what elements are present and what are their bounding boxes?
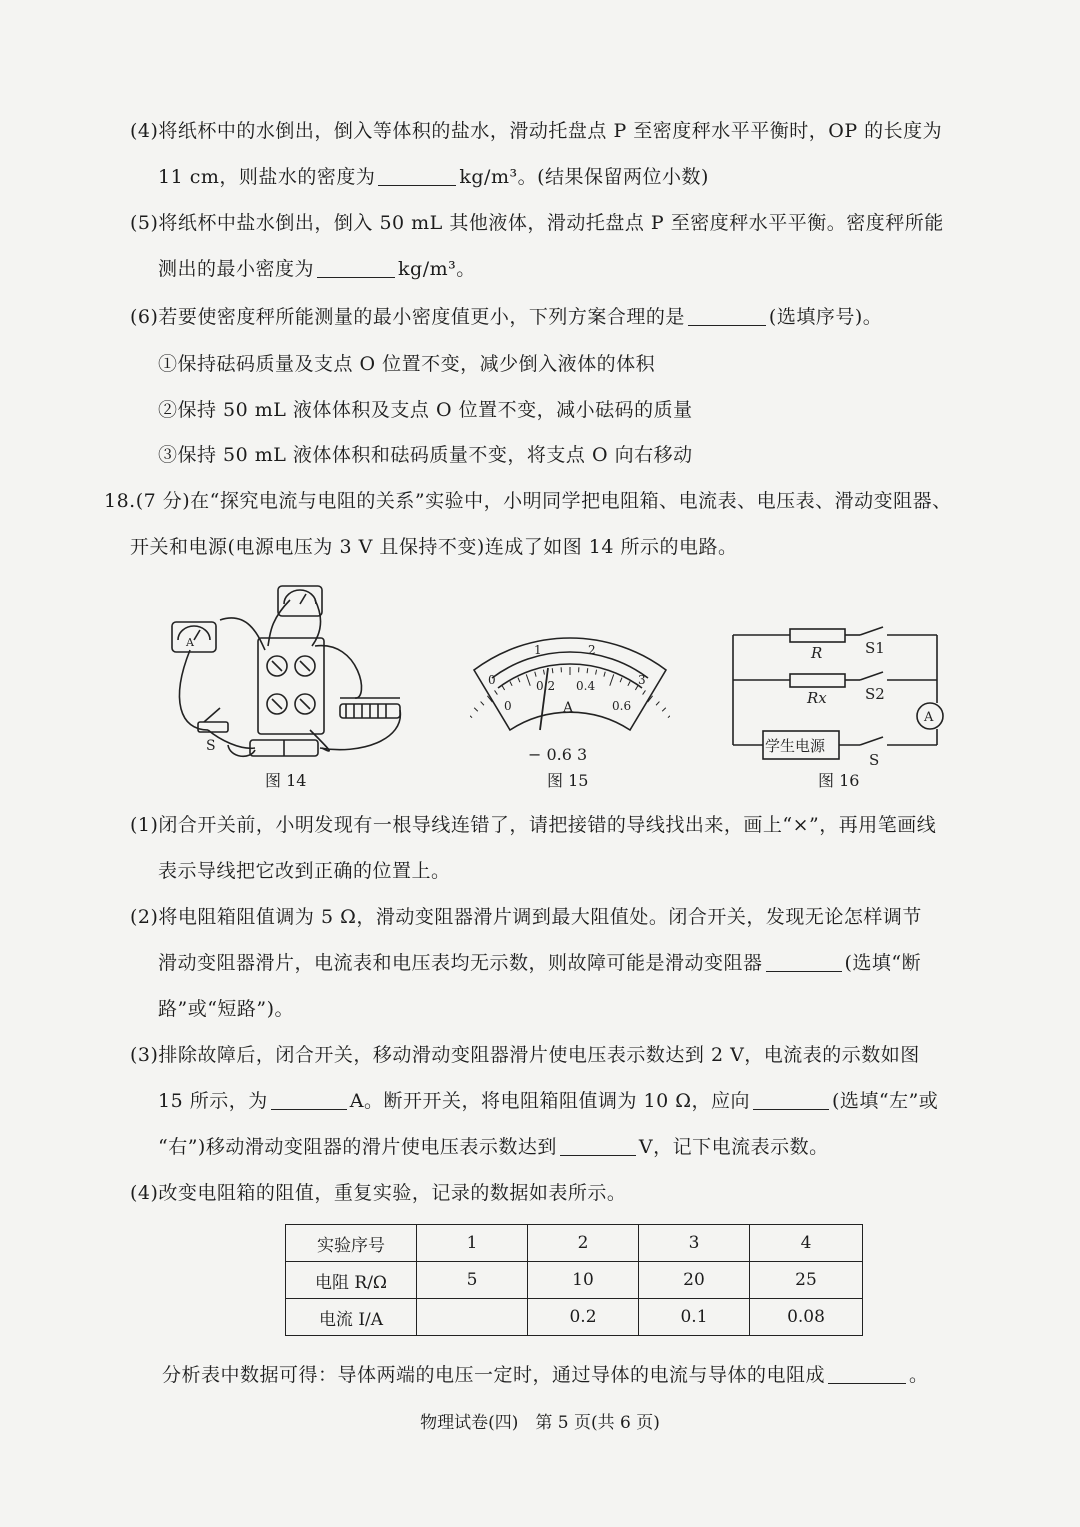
q17-part6-line1 [130,302,882,332]
table-cell: 4 [750,1225,863,1262]
q18-part2-text-b: (选填“断 [844,952,922,974]
q17-part4-text-a: 11 cm，则盐水的密度为 [158,166,376,188]
figure-14-caption: 图 14 [265,771,307,790]
dial-tick [620,678,622,683]
table-cell: 5 [417,1262,528,1299]
table-cell: 0.08 [750,1299,863,1336]
dial-subscale-02: 0.2 [536,679,556,693]
dial-tick [604,672,605,677]
q18-conclusion [162,1360,929,1390]
dial-tick [495,690,498,694]
dial-scale-2: 2 [588,643,596,657]
answer-blank [753,1089,829,1110]
q18-part2-text-a: 滑动变阻器滑片，电流表和电压表均无示数，则故障可能是滑动变阻器 [158,952,763,974]
dial-subscale-06: 0.6 [612,699,632,713]
table-row [286,1225,863,1262]
dial-tick [474,708,478,711]
table-cell: 1 [417,1225,528,1262]
figure-15-ammeter-dial [470,610,670,770]
table-cell: 0.2 [528,1299,639,1336]
answer-blank [688,305,766,326]
q18-part1-line1: (1)闭合开关前，小明发现有一根导线连错了，请把接错的导线找出来，画上“×”，再用笔画线 [130,814,937,836]
q17-option-2: ②保持 50 mL 液体体积及支点 O 位置不变，减小砝码的质量 [158,399,693,421]
dial-scale-1: 1 [534,643,542,657]
dial-tick [628,681,630,685]
table-cell: 20 [639,1262,750,1299]
q18-part3-text-b: A。断开开关，将电阻箱阻值调为 10 Ω，应向 [349,1090,750,1112]
answer-blank [378,165,456,186]
q17-part4-text-b: kg/m³。(结果保留两位小数) [459,166,709,188]
table-cell: 10 [528,1262,639,1299]
q18-part3-text-a: 15 所示，为 [158,1090,268,1112]
q17-option-1: ①保持砝码质量及支点 O 位置不变，减少倒入液体的体积 [158,353,656,375]
table-row [286,1262,863,1299]
table-cell: 25 [750,1262,863,1299]
figure-14-circuit-diagram [160,580,430,770]
q17-option-3: ③保持 50 mL 液体体积和砝码质量不变，将支点 O 向右移动 [158,444,693,466]
dial-tick [587,668,588,673]
q17-part5-line2 [158,254,476,284]
table-cell [417,1299,528,1336]
dial-terminals-label: − 0.6 3 [528,745,588,764]
q18-intro-line2: 开关和电源(电源电压为 3 V 且保持不变)连成了如图 14 所示的电路。 [130,536,738,558]
dial-tick [526,674,530,685]
table-row [286,1299,863,1336]
table-cell: 2 [528,1225,639,1262]
dial-tick [643,690,646,694]
data-table [285,1224,863,1336]
dial-tick [610,674,614,685]
table-cell: 电阻 R/Ω [286,1262,417,1299]
q18-part3-line3 [158,1132,829,1162]
q18-conclusion-text-b: 。 [909,1364,929,1386]
dial-tick [543,670,544,675]
q17-part5-text-b: kg/m³。 [398,258,476,280]
q17-part4-line1: (4)将纸杯中的水倒出，倒入等体积的盐水，滑动托盘点 P 至密度秤水平平衡时，OP 的长度为 [130,120,943,142]
q18-part3-text-d: “右”)移动滑动变阻器的滑片使电压表示数达到 [158,1136,557,1158]
table-cell: 实验序号 [286,1225,417,1262]
switch-s-label: S [869,751,880,769]
q18-part1-line2: 表示导线把它改到正确的位置上。 [158,860,451,882]
dial-tick [535,672,536,677]
dial-scale-0: 0 [488,673,496,687]
dial-tick [656,702,659,706]
q18-part2-line1: (2)将电阻箱阻值调为 5 Ω，滑动变阻器滑片调到最大阻值处。闭合开关，发现无论怎样调节 [130,906,922,928]
dial-tick [481,702,484,706]
power-source-label: 学生电源 [765,737,826,755]
table-cell: 3 [639,1225,750,1262]
dial-tick [502,686,505,690]
answer-blank [317,257,395,278]
q18-conclusion-text-a: 分析表中数据可得：导体两端的电压一定时，通过导体的电流与导体的电阻成 [162,1364,826,1386]
figure-16-schematic [725,625,955,770]
q17-part4-line2 [158,162,709,192]
switch-label: S [206,738,216,754]
dial-tick [596,670,597,675]
dial-tick [510,681,512,685]
ammeter-label: A [186,636,194,649]
switch-s2-label: S2 [865,685,885,703]
figure-16-caption: 图 16 [818,771,860,790]
q17-part6-text-a: (6)若要使密度秤所能测量的最小密度值更小，下列方案合理的是 [130,306,685,328]
answer-blank [828,1363,906,1384]
switch-s1-label: S1 [865,639,885,657]
table-cell: 0.1 [639,1299,750,1336]
answer-blank [271,1089,347,1110]
q18-part3-text-e: V，记下电流表示数。 [638,1136,829,1158]
page-footer: 物理试卷(四) 第 5 页(共 6 页) [420,1413,660,1433]
q18-part4-line1: (4)改变电阻箱的阻值，重复实验，记录的数据如表所示。 [130,1182,627,1204]
figure-15-caption: 图 15 [547,771,589,790]
dial-subscale-04: 0.4 [576,679,596,693]
dial-unit-label: A [563,700,574,716]
answer-blank [766,951,842,972]
q18-part2-line2 [158,948,921,978]
q17-part5-text-a: 测出的最小密度为 [158,258,315,280]
dial-tick [552,668,553,673]
dial-subscale-0: 0 [504,699,512,713]
q18-part3-line1: (3)排除故障后，闭合开关，移动滑动变阻器滑片使电压表示数达到 2 V，电流表的示数如图 [130,1044,920,1066]
q17-part6-text-b: (选填序号)。 [768,306,883,328]
dial-tick [518,678,520,683]
table-cell: 电流 I/A [286,1299,417,1336]
dial-tick [662,708,666,711]
resistor-r-label: R [811,644,823,662]
dial-scale-3: 3 [638,673,646,687]
ammeter-symbol-label: A [924,710,934,725]
answer-blank [560,1135,636,1156]
q18-part3-text-c: (选填“左”或 [831,1090,939,1112]
dial-tick [668,714,670,717]
resistor-rx-label: Rx [807,689,827,707]
q17-part5-line1: (5)将纸杯中盐水倒出，倒入 50 mL 其他液体，滑动托盘点 P 至密度秤水平平衡。密度秤所能 [130,212,944,234]
q18-part3-line2 [158,1086,938,1116]
q18-part2-line3: 路”或“短路”)。 [158,998,295,1020]
dial-tick [470,714,472,717]
q18-intro-line1: 18.(7 分)在“探究电流与电阻的关系”实验中，小明同学把电阻箱、电流表、电压表、滑动变阻器、 [104,490,952,512]
